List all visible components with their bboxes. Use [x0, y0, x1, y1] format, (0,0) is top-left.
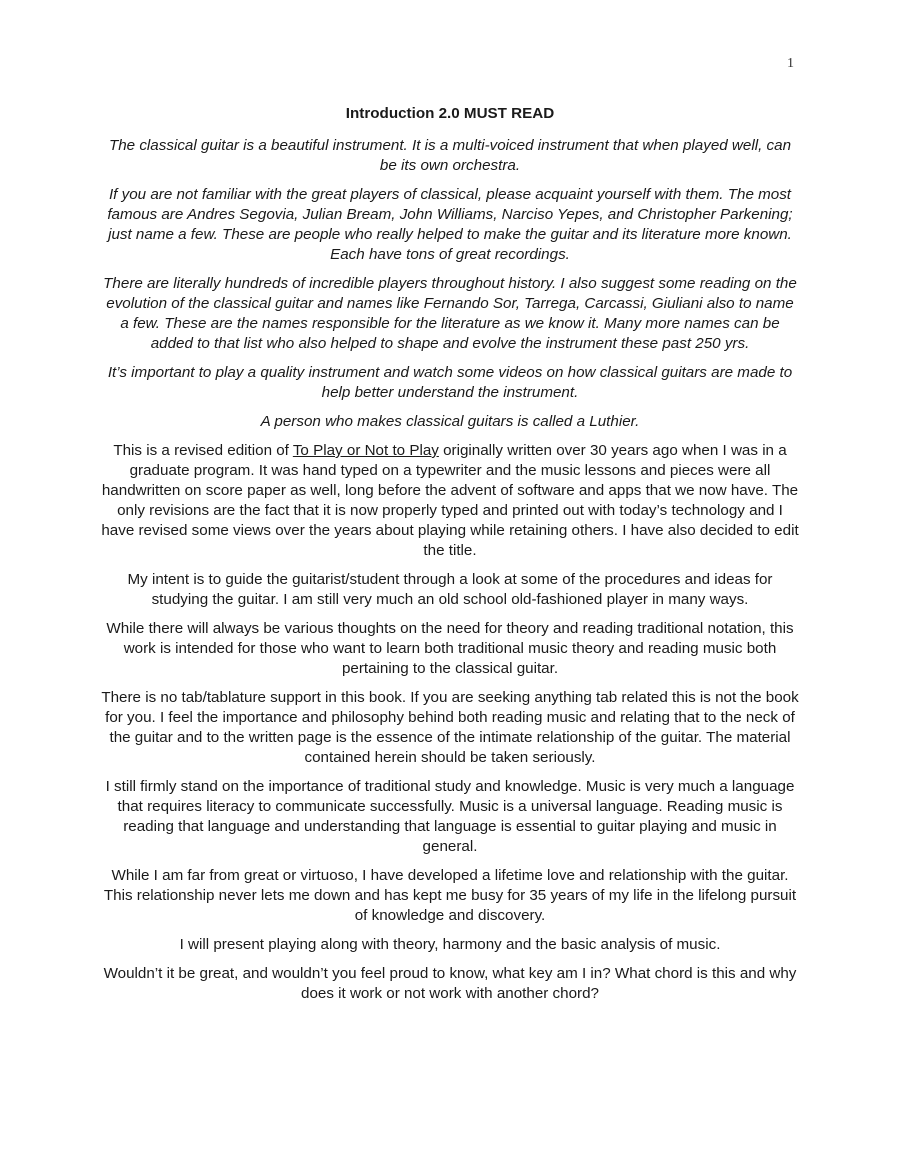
- body-paragraph-5: While I am far from great or virtuoso, I have developed a lifetime love and relationship with the guitar. This relationship never lets me down and has kept me busy for 35 years of my life in the lifelong pursuit of knowledge and discovery.: [103, 867, 797, 924]
- revised-edition-paragraph: [100, 441, 800, 561]
- page-content: [100, 104, 800, 1013]
- intro-paragraph-2: If you are not familiar with the great players of classical, please acquaint yourself with them. The most famous are Andres Segovia, Julian Bream, John Williams, Narciso Yepes, and Christopher Parkening; just name a few. These are people who really helped to make the guitar and its literature more known. Each have tons of great recordings.: [107, 186, 793, 263]
- page-number: 1: [787, 56, 794, 71]
- revised-edition-text-before: This is a revised edition of: [113, 442, 293, 459]
- book-title: To Play or Not to Play: [292, 442, 439, 459]
- body-paragraph-6: I will present playing along with theory, harmony and the basic analysis of music.: [179, 936, 721, 953]
- intro-paragraph-3: There are literally hundreds of incredible players throughout history. I also suggest some reading on the evolution of the classical guitar and names like Fernando Sor, Tarrega, Carcassi, Giuliani also to name a few. These are the names responsible for the literature as we know it. Many more names can be added to that list who also helped to shape and evolve the instrument these past 250 yrs.: [103, 275, 797, 352]
- body-paragraph-4: I still firmly stand on the importance of traditional study and knowledge. Music is very much a language that requires literacy to communicate successfully. Music is a universal language. Reading music is reading that language and understanding that language is essential to guitar playing and music in general.: [105, 778, 795, 855]
- body-paragraph-2: While there will always be various thoughts on the need for theory and reading traditional notation, this work is intended for those who want to learn both traditional music theory and reading music both pertaining to the classical guitar.: [106, 620, 794, 677]
- intro-paragraph-5: A person who makes classical guitars is called a Luthier.: [260, 413, 640, 430]
- body-paragraph-1: My intent is to guide the guitarist/student through a look at some of the procedures and ideas for studying the guitar. I am still very much an old school old-fashioned player in many ways.: [127, 571, 773, 608]
- intro-paragraph-4: It’s important to play a quality instrument and watch some videos on how classical guitars are made to help better understand the instrument.: [107, 364, 793, 401]
- page-title: Introduction 2.0 MUST READ: [345, 105, 555, 122]
- revised-edition-text-after: originally written over 30 years ago when I was in a graduate program. It was hand typed on a typewriter and the music lessons and pieces were all handwritten on score paper as well, long before the advent of software and apps that we now have. The only revisions are the fact that it is now properly typed and printed out with today’s technology and I have revised some views over the years about playing while retaining others. I have also decided to edit the title.: [101, 442, 799, 559]
- body-paragraph-7: Wouldn’t it be great, and wouldn’t you feel proud to know, what key am I in? What chord is this and why does it work or not work with another chord?: [103, 965, 797, 1002]
- body-paragraph-3: There is no tab/tablature support in this book. If you are seeking anything tab related this is not the book for you. I feel the importance and philosophy behind both reading music and relating that to the neck of the guitar and to the written page is the essence of the intimate relationship of the guitar. The material contained herein should be taken seriously.: [101, 689, 799, 766]
- intro-paragraph-1: The classical guitar is a beautiful instrument. It is a multi-voiced instrument that when played well, can be its own orchestra.: [108, 137, 792, 174]
